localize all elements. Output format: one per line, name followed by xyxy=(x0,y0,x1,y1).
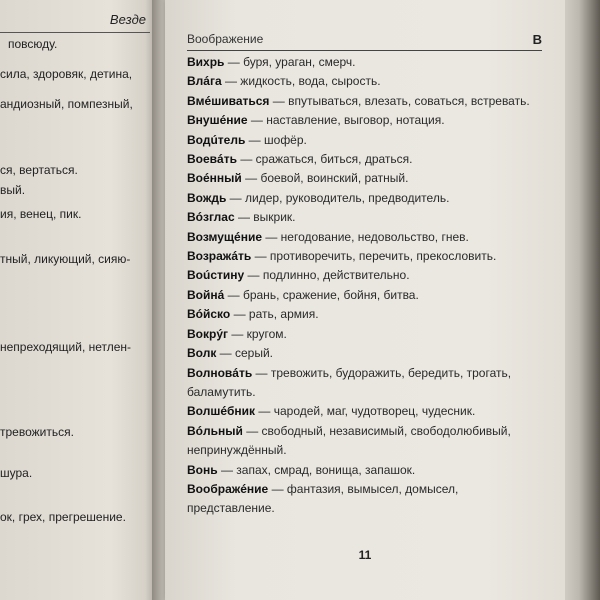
entry-synonyms: — рать, армия. xyxy=(230,307,319,322)
left-header-word: Везде xyxy=(109,12,146,27)
dictionary-entries xyxy=(187,53,542,519)
entry-synonyms: — впутываться, влезать, соваться, встревать. xyxy=(269,93,530,108)
section-letter: В xyxy=(532,32,542,47)
entry-headword: Вóйско xyxy=(187,307,231,322)
left-line: тный, ликующий, сияю- xyxy=(0,252,131,266)
entry-headword: Вождь xyxy=(187,190,227,205)
dictionary-entry xyxy=(187,461,542,480)
entry-synonyms: — лидер, руководитель, предводитель. xyxy=(226,190,450,205)
entry-headword: Вокрýг xyxy=(187,326,229,341)
dictionary-entry xyxy=(187,92,542,111)
entry-synonyms: — шофёр. xyxy=(245,132,307,147)
left-line: ия, венец, пик. xyxy=(0,207,82,221)
entry-headword: Вихрь xyxy=(187,55,225,69)
left-line: ок, грех, прегрешение. xyxy=(0,510,126,524)
entry-headword: Воúстину xyxy=(187,268,245,283)
dictionary-entry xyxy=(187,72,542,91)
entry-synonyms: — боевой, воинский, ратный. xyxy=(241,171,409,186)
entry-headword: Вóльный xyxy=(187,423,243,438)
left-line: андиозный, помпезный, xyxy=(0,97,133,111)
entry-headword: Внушéние xyxy=(187,113,248,128)
entry-synonyms: — подлинно, действительно. xyxy=(244,268,410,283)
dictionary-entry xyxy=(187,169,542,188)
entry-headword: Влáга xyxy=(187,74,222,89)
entry-synonyms: — выкрик. xyxy=(234,210,296,225)
entry-synonyms: — свободный, независимый, свободолюбивый, непринуждённый. xyxy=(187,423,511,458)
entry-synonyms: — сражаться, биться, драться. xyxy=(236,152,413,167)
dictionary-entry xyxy=(187,344,542,363)
dictionary-entry xyxy=(187,286,542,305)
entry-headword: Возражáть xyxy=(187,249,252,264)
dictionary-entry xyxy=(187,131,542,150)
entry-headword: Волновáть xyxy=(187,365,253,380)
entry-headword: Вонь xyxy=(187,462,218,477)
dictionary-entry xyxy=(187,364,542,403)
left-line: шура. xyxy=(0,466,33,480)
dictionary-entry xyxy=(187,305,542,324)
page-number: 11 xyxy=(358,548,372,562)
entry-headword: Волк xyxy=(187,346,217,361)
dictionary-entry xyxy=(187,402,542,421)
page-edge-shadow xyxy=(565,0,600,600)
entry-headword: Возмущéние xyxy=(187,229,262,244)
dictionary-entry xyxy=(187,228,542,247)
entry-synonyms: — запах, смрад, вонища, запашок. xyxy=(217,462,416,477)
entry-synonyms: — кругом. xyxy=(228,326,287,341)
entry-synonyms: — жидкость, вода, сырость. xyxy=(221,74,381,89)
entry-headword: Войнá xyxy=(187,287,225,302)
entry-headword: Воображéние xyxy=(187,481,269,496)
entry-headword: Воéнный xyxy=(187,171,242,186)
entry-synonyms: — серый. xyxy=(216,346,274,361)
dictionary-entry xyxy=(187,247,542,266)
running-head-title: Воображение xyxy=(187,32,264,46)
left-line: сила, здоровяк, детина, xyxy=(0,67,133,81)
dictionary-entry xyxy=(187,53,542,72)
dictionary-entry xyxy=(187,208,542,227)
dictionary-entry xyxy=(187,189,542,208)
left-line: тревожиться. xyxy=(0,425,74,439)
left-line: непреходящий, нетлен- xyxy=(0,340,132,354)
left-line: вый. xyxy=(0,183,26,197)
dictionary-entry xyxy=(187,150,542,169)
entry-synonyms: — противоречить, перечить, прекословить. xyxy=(251,249,497,264)
dictionary-entry xyxy=(187,480,542,519)
dictionary-entry xyxy=(187,325,542,344)
entry-synonyms: — буря, ураган, смерч. xyxy=(224,55,356,69)
left-line: ся, вертаться. xyxy=(0,163,78,177)
dictionary-entry xyxy=(187,111,542,130)
entry-headword: Вóзглас xyxy=(187,210,235,225)
entry-synonyms: — брань, сражение, бойня, битва. xyxy=(224,287,419,302)
right-page xyxy=(165,0,565,600)
entry-synonyms: — негодование, недовольство, гнев. xyxy=(262,229,469,244)
entry-synonyms: — наставление, выговор, нотация. xyxy=(247,113,445,128)
left-page-header xyxy=(0,6,150,33)
entry-headword: Водúтель xyxy=(187,132,246,147)
right-page-header xyxy=(187,32,542,51)
entry-synonyms: — тревожить, будоражить, бередить, трогать, баламутить. xyxy=(187,365,512,399)
left-line: повсюду. xyxy=(8,37,58,51)
entry-headword: Вмéшиваться xyxy=(187,93,270,108)
dictionary-entry xyxy=(187,422,542,461)
left-page xyxy=(0,0,158,600)
entry-synonyms: — фантазия, вымысел, домысел, представление. xyxy=(187,481,459,516)
entry-headword: Волшéбник xyxy=(187,404,256,419)
entry-synonyms: — чародей, маг, чудотворец, чудесник. xyxy=(255,404,476,419)
entry-headword: Воевáть xyxy=(187,152,237,167)
dictionary-entry xyxy=(187,266,542,285)
